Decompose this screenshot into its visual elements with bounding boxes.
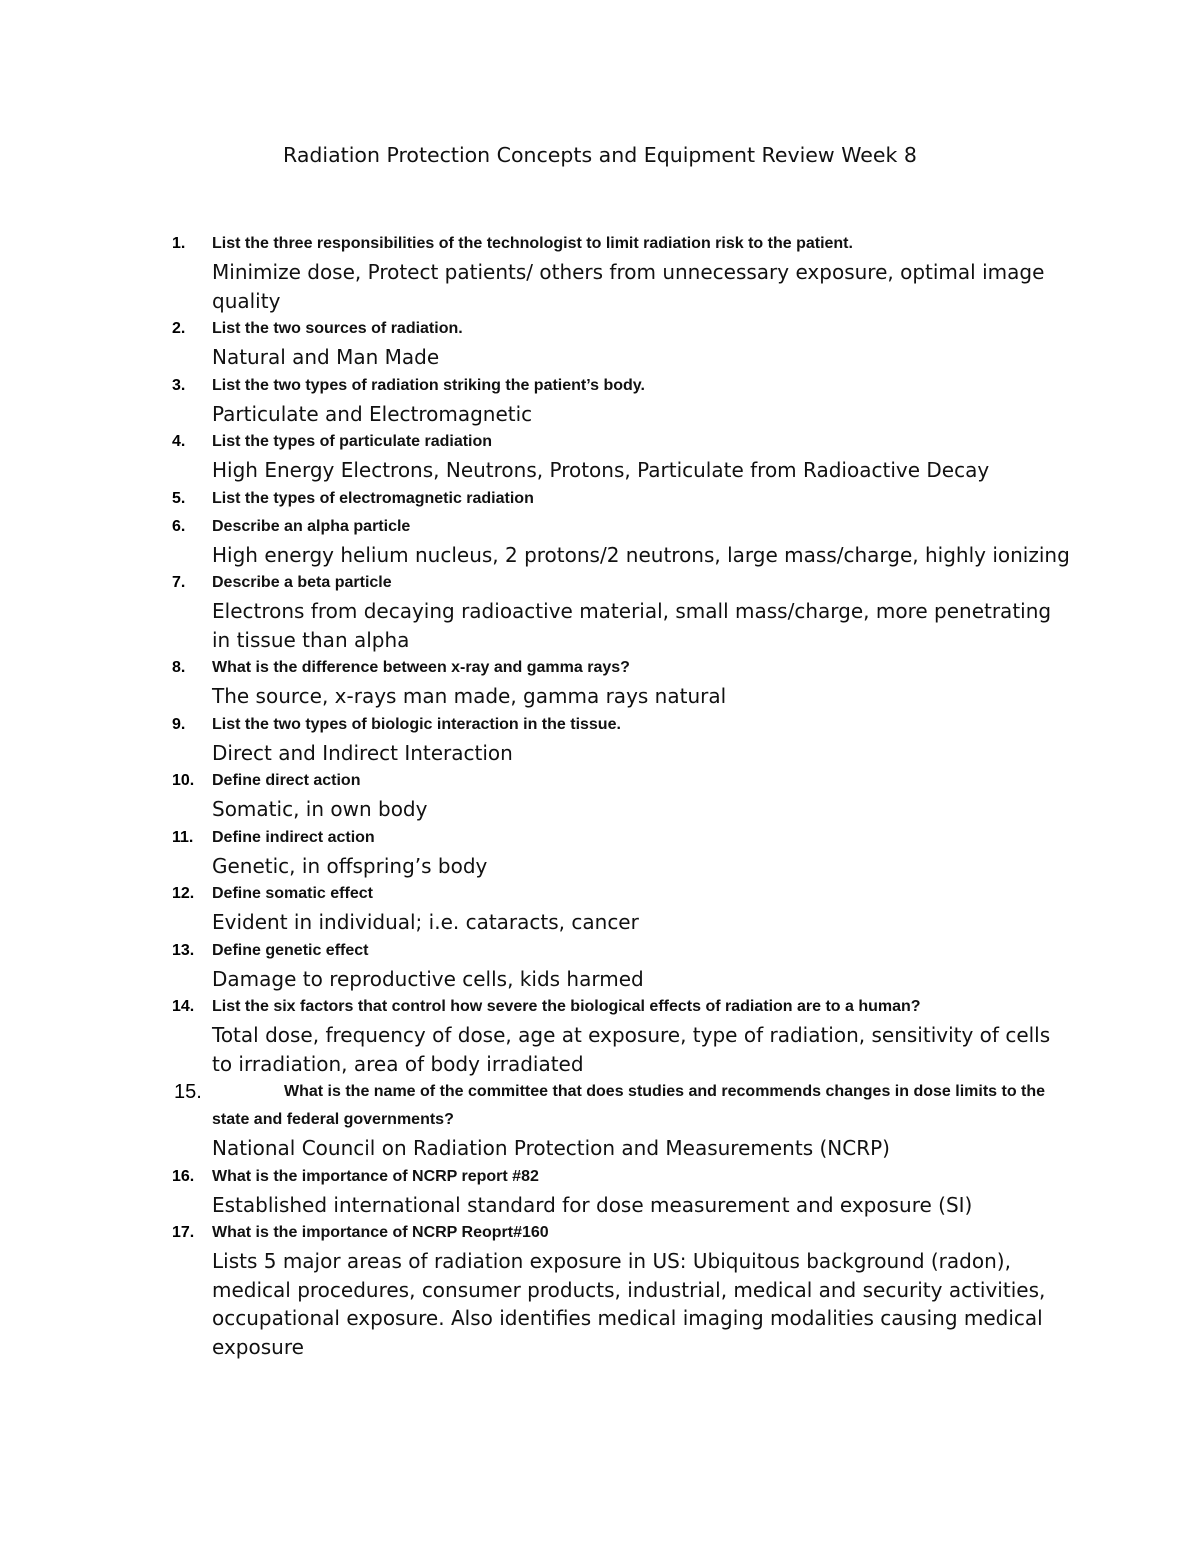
answer-text: Damage to reproductive cells, kids harmed xyxy=(212,966,644,991)
list-item xyxy=(0,824,1200,881)
item-number: 6. xyxy=(172,517,186,535)
page-title: Radiation Protection Concepts and Equipment Review Week 8 xyxy=(283,143,917,167)
answer-text: High energy helium nucleus, 2 protons/2 neutrons, large mass/charge, highly ionizing xyxy=(212,542,1070,567)
answer-text: Electrons from decaying radioactive material, small mass/charge, more penetrating in tissue than alpha xyxy=(212,599,1052,652)
answer-text: Minimize dose, Protect patients/ others from unnecessary exposure, optimal image quality xyxy=(212,260,1045,313)
question-text: List the types of particulate radiation xyxy=(212,433,493,450)
question-text: List the two sources of radiation. xyxy=(212,320,463,337)
question-text: List the six factors that control how severe the biological effects of radiation are to a human? xyxy=(212,998,921,1015)
item-number: 16. xyxy=(172,1167,195,1185)
list-item xyxy=(0,1163,1200,1220)
question-text: List the types of electromagnetic radiation xyxy=(212,489,534,507)
list-item xyxy=(0,230,1200,315)
list-item xyxy=(0,428,1200,485)
item-number: 7. xyxy=(172,574,186,591)
item-number: 12. xyxy=(172,885,195,902)
answer-text: Direct and Indirect Interaction xyxy=(212,740,513,765)
item-number: 13. xyxy=(172,941,195,959)
item-number: 15. xyxy=(174,1081,202,1103)
answer-text: The source, x-rays man made, gamma rays natural xyxy=(212,684,727,708)
list-item xyxy=(0,711,1200,768)
list-item xyxy=(0,1219,1200,1361)
answer-text: Total dose, frequency of dose, age at exposure, type of radiation, sensitivity of cells to irradiation, area of body irradiated xyxy=(212,1023,1051,1076)
question-text: What is the importance of NCRP report #82 xyxy=(212,1167,539,1185)
question-text: List the two types of radiation striking the patient’s body. xyxy=(212,376,645,394)
list-item xyxy=(0,569,1200,654)
answer-text: National Council on Radiation Protection and Measurements (NCRP) xyxy=(212,1136,890,1160)
answer-text: High Energy Electrons, Neutrons, Protons, Particulate from Radioactive Decay xyxy=(212,458,990,482)
item-number: 8. xyxy=(172,659,186,676)
question-list xyxy=(0,230,1200,1361)
question-text: Describe an alpha particle xyxy=(212,517,411,535)
answer-text: Lists 5 major areas of radiation exposure in US: Ubiquitous background (radon), medical procedures, consumer products, industrial, medical and security activities, occupational exposure. Also identifies medical imaging modalities causing medical exposure xyxy=(212,1249,1046,1359)
item-number: 10. xyxy=(172,772,195,789)
item-number: 9. xyxy=(172,715,186,733)
answer-text: Particulate and Electromagnetic xyxy=(212,401,533,426)
list-item xyxy=(0,315,1200,372)
list-item xyxy=(0,937,1200,994)
question-text: Define direct action xyxy=(212,772,361,789)
answer-text: Evident in individual; i.e. cataracts, cancer xyxy=(212,910,639,934)
list-item xyxy=(0,485,1200,513)
list-item xyxy=(0,880,1200,937)
answer-text: Established international standard for dose measurement and exposure (SI) xyxy=(212,1192,973,1217)
list-item xyxy=(0,654,1200,711)
question-text: List the three responsibilities of the technologist to limit radiation risk to the patient. xyxy=(212,235,853,252)
item-number: 1. xyxy=(172,235,186,252)
item-number: 17. xyxy=(172,1224,195,1241)
item-number: 4. xyxy=(172,433,186,450)
list-item xyxy=(0,372,1200,429)
list-item xyxy=(0,767,1200,824)
question-text: Describe a beta particle xyxy=(212,574,392,591)
question-text: Define indirect action xyxy=(212,828,375,846)
item-number: 14. xyxy=(172,998,195,1015)
item-number: 5. xyxy=(172,489,186,507)
item-number: 2. xyxy=(172,320,186,337)
question-text: Define somatic effect xyxy=(212,885,373,902)
question-text: What is the difference between x-ray and gamma rays? xyxy=(212,659,630,676)
answer-text: Somatic, in own body xyxy=(212,797,428,821)
item-number: 11. xyxy=(172,828,194,846)
answer-text: Natural and Man Made xyxy=(212,345,440,369)
list-item xyxy=(0,1078,1200,1163)
answer-text: Genetic, in offspring’s body xyxy=(212,853,488,878)
question-text: List the two types of biologic interaction in the tissue. xyxy=(212,715,621,733)
item-number: 3. xyxy=(172,376,186,394)
question-text: Define genetic effect xyxy=(212,941,369,959)
question-text: What is the name of the committee that does studies and recommends changes in dose limits to the state and federal governments? xyxy=(212,1083,1046,1128)
list-item xyxy=(0,993,1200,1078)
list-item xyxy=(0,513,1200,570)
question-text: What is the importance of NCRP Reoprt#160 xyxy=(212,1224,549,1241)
